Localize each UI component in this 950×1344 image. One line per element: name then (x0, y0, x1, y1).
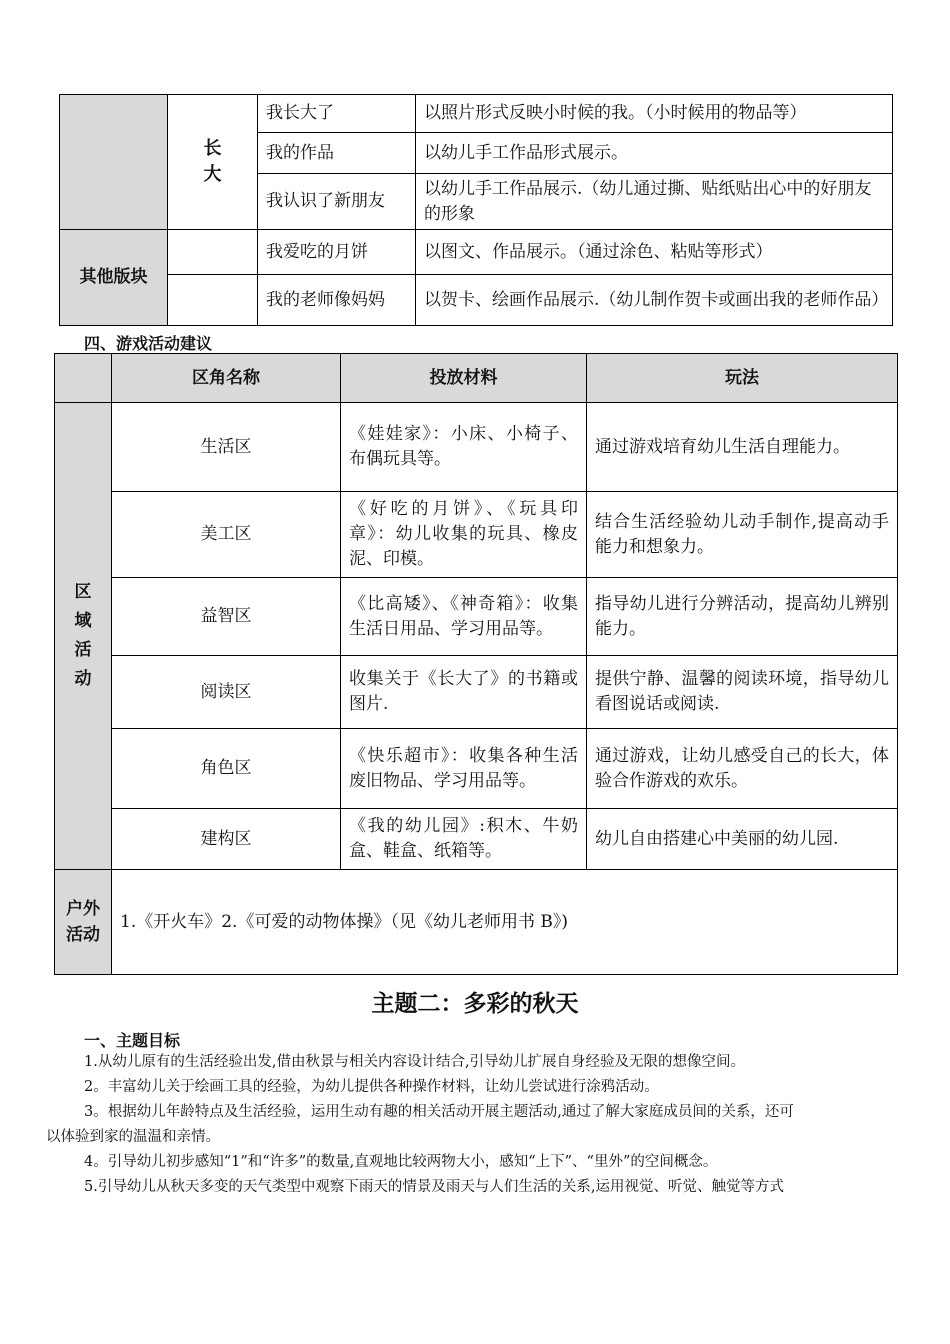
grow-group-label: 长 大 (168, 95, 258, 230)
area-materials: 《快乐超市》：收集各种生活废旧物品、学习用品等。 (341, 729, 587, 809)
area-materials: 收集关于《长大了》的书籍或图片. (341, 656, 587, 729)
goal-item: 4。引导幼儿初步感知“1”和“许多”的数量,直观地比较两物大小，感知“上下”、“里外”的空间概念。 (84, 1154, 718, 1170)
area-play: 提供宁静、温馨的阅读环境，指导幼儿看图说话或阅读. (587, 656, 898, 729)
board-item-desc: 以幼儿手工作品展示.（幼儿通过撕、贴纸贴出心中的好朋友的形象 (416, 174, 893, 230)
board-item-name: 我的作品 (258, 133, 416, 174)
outdoor-activity-content: 1.《开火车》2.《可爱的动物体操》（见《幼儿老师用书 B》) (112, 870, 898, 975)
area-name: 益智区 (112, 578, 341, 656)
section-heading: 四、游戏活动建议 (84, 334, 213, 353)
area-materials: 《好吃的月饼》、《玩具印章》：幼儿收集的玩具、橡皮泥、印模。 (341, 492, 587, 578)
board-item-desc: 以幼儿手工作品形式展示。 (416, 133, 893, 174)
board-item-name: 我的老师像妈妈 (258, 275, 416, 326)
area-play: 通过游戏培育幼儿生活自理能力。 (587, 403, 898, 492)
board-item-name: 我长大了 (258, 95, 416, 133)
area-name: 生活区 (112, 403, 341, 492)
header-blank (55, 354, 112, 403)
goal-item: 以体验到家的温温和亲情。 (46, 1129, 220, 1145)
area-play: 通过游戏，让幼儿感受自己的长大，体验合作游戏的欢乐。 (587, 729, 898, 809)
area-name: 角色区 (112, 729, 341, 809)
group-subcell-blank (168, 275, 258, 326)
goal-item: 2。丰富幼儿关于绘画工具的经验，为幼儿提供各种操作材料，让幼儿尝试进行涂鸦活动。 (84, 1079, 659, 1095)
goal-item: 5.引导幼儿从秋天多变的天气类型中观察下雨天的情景及雨天与人们生活的关系,运用视觉、听觉、触觉等方式 (84, 1179, 784, 1195)
area-play: 指导幼儿进行分辨活动，提高幼儿辨别能力。 (587, 578, 898, 656)
area-name: 建构区 (112, 809, 341, 870)
header-materials: 投放材料 (341, 354, 587, 403)
goal-item: 3。根据幼儿年龄特点及生活经验，运用生动有趣的相关活动开展主题活动,通过了解大家庭成员间的关系，还可 (84, 1104, 794, 1120)
board-item-name: 我爱吃的月饼 (258, 230, 416, 275)
region-activity-label: 区 域 活 动 (55, 403, 112, 870)
group-subcell-blank (168, 230, 258, 275)
header-area: 区角名称 (112, 354, 341, 403)
board-item-desc: 以图文、作品展示。（通过涂色、粘贴等形式） (416, 230, 893, 275)
board-item-name: 我认识了新朋友 (258, 174, 416, 230)
header-play: 玩法 (587, 354, 898, 403)
display-board-table (59, 94, 893, 326)
theme-title: 主题二：多彩的秋天 (371, 991, 579, 1017)
area-name: 美工区 (112, 492, 341, 578)
area-materials: 《娃娃家》：小床、小椅子、布偶玩具等。 (341, 403, 587, 492)
area-play: 结合生活经验幼儿动手制作,提高动手能力和想象力。 (587, 492, 898, 578)
goal-item: 1.从幼儿原有的生活经验出发,借由秋景与相关内容设计结合,引导幼儿扩展自身经验及无限的想像空间。 (84, 1054, 746, 1070)
area-materials: 《我的幼儿园》:积木、牛奶盒、鞋盒、纸箱等。 (341, 809, 587, 870)
board-item-desc: 以照片形式反映小时候的我。（小时候用的物品等） (416, 95, 893, 133)
area-play: 幼儿自由搭建心中美丽的幼儿园. (587, 809, 898, 870)
area-name: 阅读区 (112, 656, 341, 729)
other-group-label: 其他版块 (60, 230, 168, 326)
outdoor-activity-label: 户外 活动 (55, 870, 112, 975)
group-cell-blank (60, 95, 168, 230)
board-item-desc: 以贺卡、绘画作品展示.（幼儿制作贺卡或画出我的老师作品） (416, 275, 893, 326)
game-activity-table (54, 353, 898, 975)
area-materials: 《比高矮》、《神奇箱》：收集生活日用品、学习用品等。 (341, 578, 587, 656)
section-heading: 一、主题目标 (84, 1031, 181, 1050)
